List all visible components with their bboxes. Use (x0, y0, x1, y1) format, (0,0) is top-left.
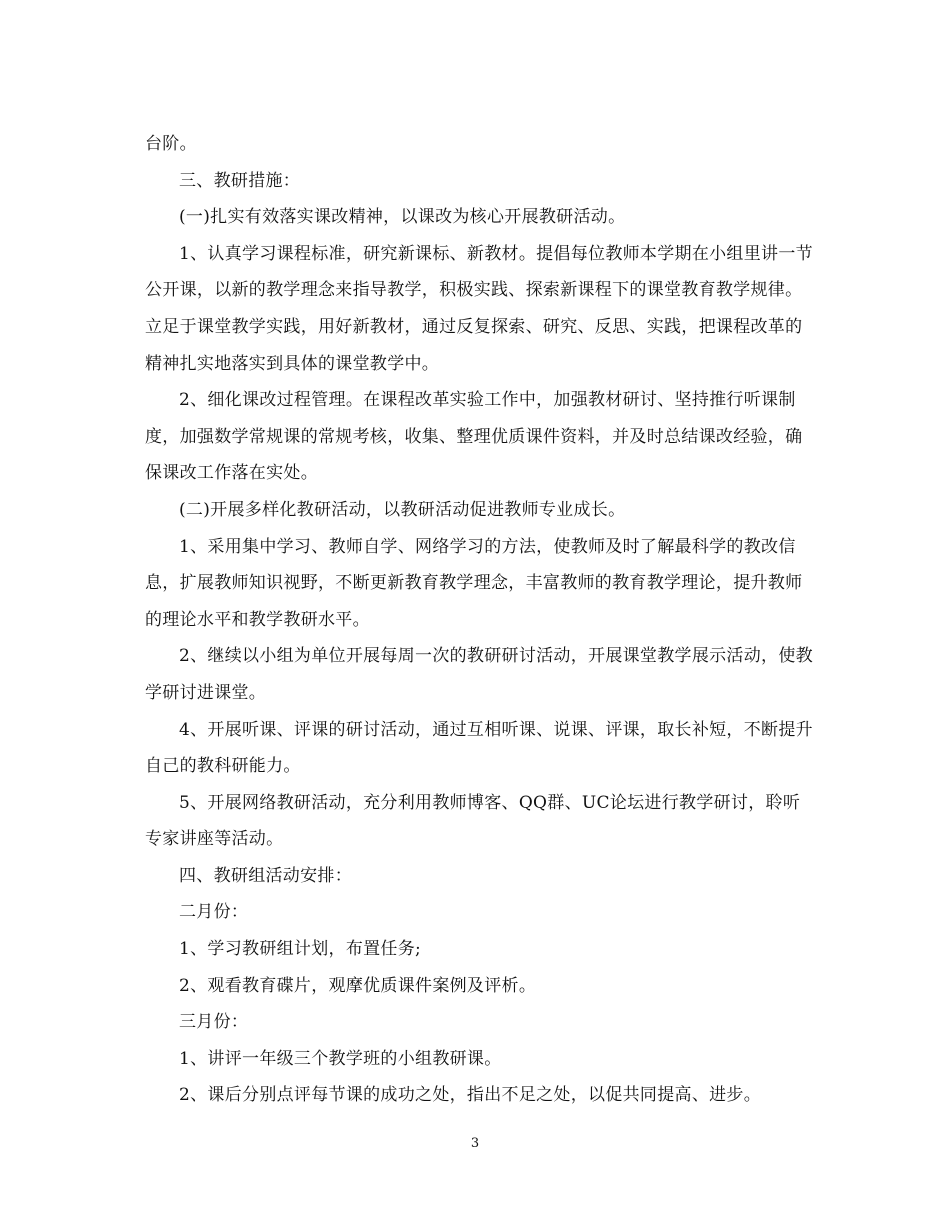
paragraph-item: 2、细化课改过程管理。在课程改革实验工作中，加强教材研讨、坚持推行听课制度，加强数学常规课的常规考核，收集、整理优质课件资料，并及时总结课改经验，确保课改工作落在实处。 (145, 390, 803, 484)
document-body (145, 126, 813, 1114)
schedule-item: 1、学习教研组计划，布置任务; (179, 939, 422, 960)
schedule-item: 2、观看教育碟片，观摩优质课件案例及评析。 (179, 975, 537, 996)
schedule-item: 1、讲评一年级三个教学班的小组教研课。 (179, 1048, 502, 1069)
paragraph-item: 4、开展听课、评课的研讨活动，通过互相听课、说课、评课，取长补短，不断提升自己的教科研能力。 (145, 719, 813, 777)
month-heading: 三月份： (179, 1012, 249, 1033)
paragraph-item: 1、认真学习课程标准，研究新课标、新教材。提倡每位教师本学期在小组里讲一节公开课，以新的教学理念来指导教学，积极实践、探索新课程下的课堂教育教学规律。立足于课堂教学实践，用好新教材，通过反复探索、研究、反思、实践，把课程改革的精神扎实地落实到具体的课堂教学中。 (145, 243, 813, 374)
section-heading-schedule: 四、教研组活动安排： (179, 865, 352, 886)
paragraph-item: 1、采用集中学习、教师自学、网络学习的方法，使教师及时了解最科学的教改信息，扩展教师知识视野，不断更新教育教学理念，丰富教师的教育教学理论，提升教师的理论水平和教学教研水平。 (145, 536, 803, 630)
subsection-heading-1: (一)扎实有效落实课改精神，以课改为核心开展教研活动。 (179, 207, 626, 228)
paragraph-item: 2、继续以小组为单位开展每周一次的教研研讨活动，开展课堂教学展示活动，使教学研讨进课堂。 (145, 646, 813, 703)
subsection-heading-2: (二)开展多样化教研活动，以教研活动促进教师专业成长。 (179, 499, 626, 520)
paragraph-continuation: 台阶。 (145, 134, 197, 154)
schedule-item: 2、课后分别点评每节课的成功之处，指出不足之处，以促共同提高、进步。 (179, 1085, 762, 1106)
section-heading-measures: 三、教研措施： (179, 170, 301, 191)
paragraph-item: 5、开展网络教研活动，充分利用教师博客、QQ群、UC论坛进行教学研讨，聆听专家讲座等活动。 (145, 792, 801, 850)
month-heading: 二月份： (179, 902, 249, 923)
page-number: 3 (470, 1136, 480, 1151)
